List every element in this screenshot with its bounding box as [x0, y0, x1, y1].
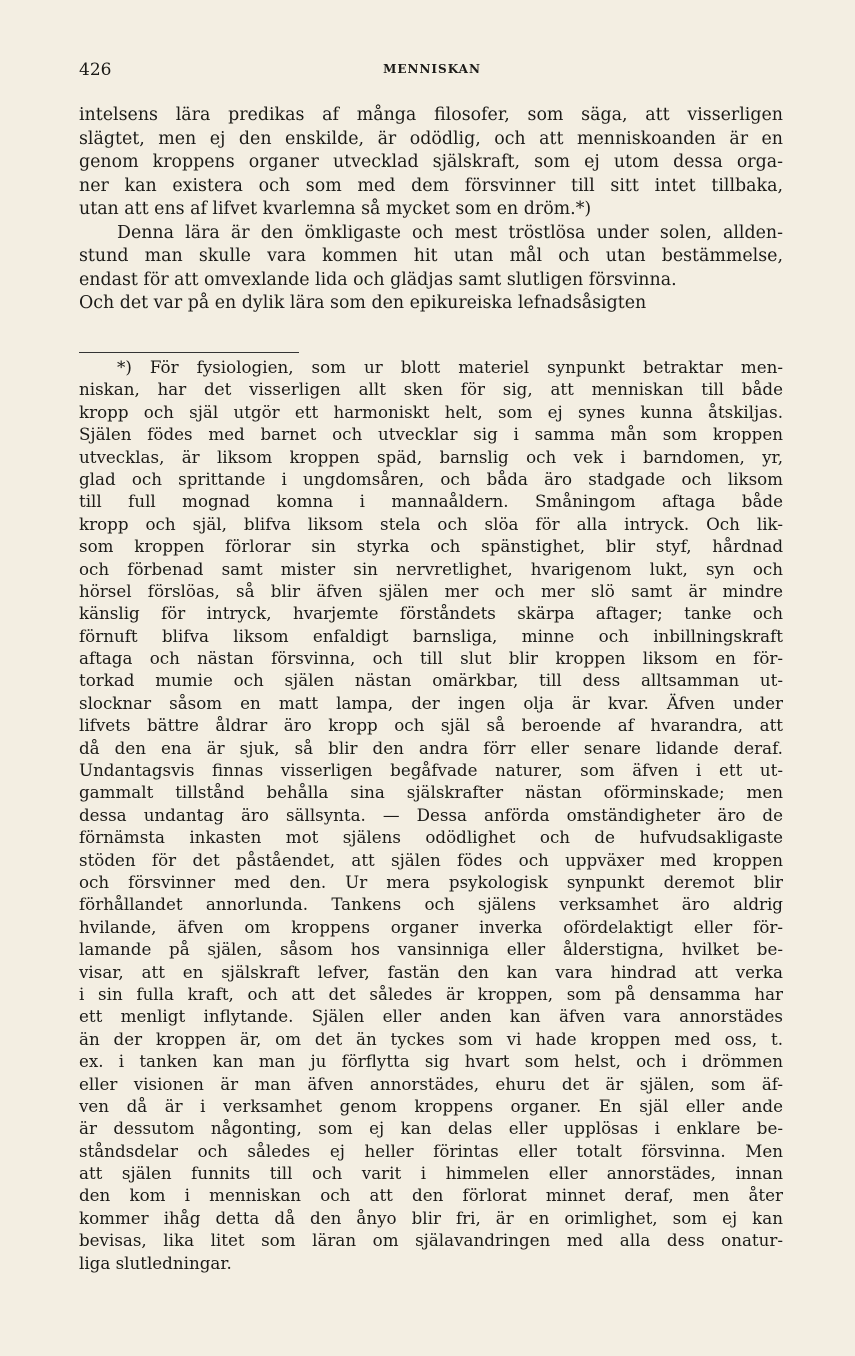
footnote-line: visar, att en själskraft lefver, fastän den kan vara hindrad att verka [79, 961, 783, 982]
text-line: genom kroppens organer utvecklad själskraft, som ej utom dessa orga- [79, 152, 783, 172]
footnote-line: niskan, har det visserligen allt sken för sig, att menniskan till både [79, 379, 783, 400]
text-line: ner kan existera och som med dem försvinner till sitt intet tillbaka, [79, 175, 783, 196]
footnote-line: ståndsdelar och således ej heller förintas eller totalt försvinna. Men [79, 1140, 783, 1161]
footnote-line: är dessutom någonting, som ej kan delas eller upplösas i enklare be- [79, 1118, 783, 1139]
footnote-line: ett menligt inflytande. Själen eller anden kan äfven vara annorstädes [79, 1006, 783, 1027]
footnote-line: dessa undantag äro sällsynta. — Dessa anförda omständigheter äro de [79, 804, 783, 825]
footnote-line: och försvinner med den. Ur mera psykologisk synpunkt deremot blir [79, 871, 783, 892]
main-text [79, 104, 783, 316]
running-head: MENNISKAN [383, 62, 481, 76]
footnote-line: aftaga och nästan försvinna, och till slut blir kroppen liksom en för- [79, 648, 783, 669]
footnote-line: hörsel förslöas, så blir äfven själen mer och mer slö samt är mindre [79, 580, 783, 601]
footnote-line: eller visionen är man äfven annorstädes, ehuru det är själen, som äf- [79, 1073, 783, 1094]
footnote-line: förnämsta inkasten mot själens odödlighet och de hufvudsakligaste [79, 827, 783, 848]
footnote-line: hvilande, äfven om kroppens organer inverka ofördelaktigt eller för- [79, 916, 783, 937]
footnote-line: bevisas, lika litet som läran om själavandringen med alla dess onatur- [79, 1230, 783, 1251]
footnote-line: förhållandet annorlunda. Tankens och själens verksamhet äro aldrig [79, 894, 783, 915]
footnote-line: lifvets bättre åldrar äro kropp och själ så beroende af hvarandra, att [79, 715, 783, 736]
footnote-line: kommer ihåg detta då den ånyo blir fri, är en orimlighet, som ej kan [79, 1207, 783, 1228]
page-number: 426 [79, 60, 112, 80]
footnote-line: den kom i menniskan och att den förlorat minnet deraf, men åter [79, 1185, 783, 1206]
footnote-line: känslig för intryck, hvarjemte förståndets skärpa aftager; tanke och [79, 603, 783, 624]
footnote-line: slocknar såsom en matt lampa, der ingen olja är kvar. Äfven under [79, 692, 783, 713]
text-line: Denna lära är den ömkligaste och mest tröstlösa under solen, allden- [117, 222, 783, 243]
text-line: slägtet, men ej den enskilde, är odödlig, och att menniskoanden är en [79, 128, 783, 149]
text-line: utan att ens af lifvet kvarlemna så mycket som en dröm.*) [79, 199, 592, 219]
footnote-line: som kroppen förlorar sin styrka och spänstighet, blir styf, hårdnad [79, 536, 783, 557]
footnote-rule [79, 352, 299, 353]
text-line: intelsens lära predikas af många filosofer, som säga, att visserligen [79, 105, 783, 125]
page-header [79, 60, 785, 88]
footnote-line: glad och sprittande i ungdomsåren, och båda äro stadgade och liksom [79, 468, 783, 489]
footnote-line: stöden för det påståendet, att själen födes och uppväxer med kroppen [79, 849, 783, 870]
text-line: stund man skulle vara kommen hit utan mål och utan bestämmelse, [79, 246, 783, 266]
footnote-line: till full mognad komna i mannaåldern. Småningom aftaga både [79, 491, 783, 512]
footnote-line: i sin fulla kraft, och att det således är kroppen, som på densamma har [79, 983, 783, 1004]
footnote-line: kropp och själ, blifva liksom stela och slöa för alla intryck. Och lik- [79, 513, 783, 534]
footnote-line: Undantagsvis finnas visserligen begåfvade naturer, som äfven i ett ut- [79, 760, 783, 781]
footnote-line: lamande på själen, såsom hos vansinniga eller ålderstigna, hvilket be- [79, 939, 783, 960]
footnote-line: *) För fysiologien, som ur blott materiel synpunkt betraktar men- [117, 357, 783, 377]
footnote-text [79, 356, 783, 1274]
footnote-line: ven då är i verksamhet genom kroppens organer. En själ eller ande [79, 1095, 783, 1116]
footnote-line: utvecklas, är liksom kroppen späd, barnslig och vek i barndomen, yr, [79, 446, 783, 467]
footnote-line: förnuft blifva liksom enfaldigt barnsliga, minne och inbillningskraft [79, 625, 783, 646]
footnote-line: kropp och själ utgör ett harmoniskt helt, som ej synes kunna åtskiljas. [79, 401, 783, 422]
footnote-line: ex. i tanken kan man ju förflytta sig hvart som helst, och i drömmen [79, 1051, 783, 1072]
footnote-line: än der kroppen är, om det än tyckes som vi hade kroppen med oss, t. [79, 1028, 783, 1049]
footnote-line: liga slutledningar. [79, 1252, 232, 1273]
footnote-line: torkad mumie och själen nästan omärkbar, till dess alltsamman ut- [79, 670, 783, 691]
footnote-line: att själen funnits till och varit i himmelen eller annorstädes, innan [79, 1163, 783, 1184]
text-line: Och det var på en dylik lära som den epikureiska lefnadsåsigten [79, 293, 647, 313]
footnote-line: och förbenad samt mister sin nervretlighet, hvarigenom lukt, syn och [79, 558, 783, 579]
footnote-line: Själen födes med barnet och utvecklar sig i samma mån som kroppen [79, 424, 783, 445]
footnote-line: då den ena är sjuk, så blir den andra förr eller senare lidande deraf. [79, 737, 783, 758]
footnote-line: gammalt tillstånd behålla sina själskrafter nästan oförminskade; men [79, 782, 783, 803]
text-line: endast för att omvexlande lida och glädjas samt slutligen försvinna. [79, 269, 677, 290]
